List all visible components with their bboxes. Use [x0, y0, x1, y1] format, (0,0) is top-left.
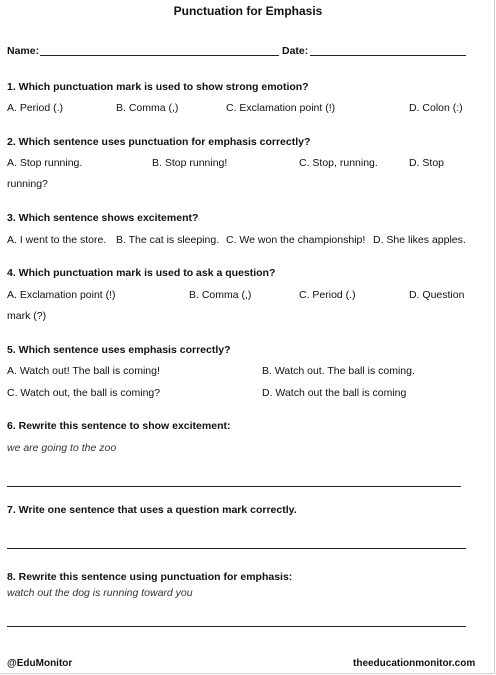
q2-option-d-continued: running?: [7, 178, 48, 190]
q4-option-d-continued: mark (?): [7, 310, 47, 322]
q3-option-b[interactable]: B. The cat is sleeping.: [116, 234, 220, 246]
date-line[interactable]: [310, 55, 466, 56]
q8-prompt-sentence: watch out the dog is running toward you: [7, 587, 193, 599]
q7-answer-line[interactable]: [7, 548, 466, 549]
q2-option-c[interactable]: C. Stop, running.: [299, 157, 378, 169]
name-line[interactable]: [40, 55, 279, 56]
q2-option-b[interactable]: B. Stop running!: [152, 157, 228, 169]
q6-prompt-sentence: we are going to the zoo: [7, 442, 117, 454]
q4-option-b[interactable]: B. Comma (,): [189, 289, 252, 301]
name-label: Name:: [7, 45, 40, 57]
q4-option-a[interactable]: A. Exclamation point (!): [7, 289, 116, 301]
q2-option-d[interactable]: D. Stop: [409, 157, 445, 169]
q1-option-a[interactable]: A. Period (.): [7, 102, 64, 114]
q5-option-d[interactable]: D. Watch out the ball is coming: [262, 387, 407, 399]
q1-option-d[interactable]: D. Colon (:): [409, 102, 463, 114]
footer-website: theeducationmonitor.com: [353, 658, 476, 669]
q4-option-c[interactable]: C. Period (.): [299, 289, 356, 301]
q1-option-c[interactable]: C. Exclamation point (!): [226, 102, 336, 114]
worksheet-title: Punctuation for Emphasis: [173, 4, 323, 18]
question-6: 6. Rewrite this sentence to show excitement:: [7, 420, 231, 432]
date-label: Date:: [282, 45, 309, 57]
q5-option-a[interactable]: A. Watch out! The ball is coming!: [7, 365, 160, 377]
q6-answer-line[interactable]: [7, 486, 461, 487]
q1-option-b[interactable]: B. Comma (,): [116, 102, 179, 114]
q8-answer-line[interactable]: [7, 626, 466, 627]
q5-option-c[interactable]: C. Watch out, the ball is coming?: [7, 387, 161, 399]
question-4: 4. Which punctuation mark is used to ask a question?: [7, 267, 276, 279]
question-2: 2. Which sentence uses punctuation for emphasis correctly?: [7, 136, 311, 148]
q5-option-b[interactable]: B. Watch out. The ball is coming.: [262, 365, 415, 377]
q3-option-d[interactable]: D. She likes apples.: [373, 234, 466, 246]
question-1: 1. Which punctuation mark is used to show strong emotion?: [7, 81, 309, 93]
q2-option-a[interactable]: A. Stop running.: [7, 157, 83, 169]
question-8: 8. Rewrite this sentence using punctuation for emphasis:: [7, 571, 293, 583]
question-5: 5. Which sentence uses emphasis correctly?: [7, 344, 231, 356]
question-7: 7. Write one sentence that uses a question mark correctly.: [7, 504, 297, 516]
q3-option-c[interactable]: C. We won the championship!: [226, 234, 366, 246]
question-3: 3. Which sentence shows excitement?: [7, 212, 199, 224]
q4-option-d[interactable]: D. Question: [409, 289, 465, 301]
q3-option-a[interactable]: A. I went to the store.: [7, 234, 107, 246]
footer-handle: @EduMonitor: [7, 658, 73, 669]
